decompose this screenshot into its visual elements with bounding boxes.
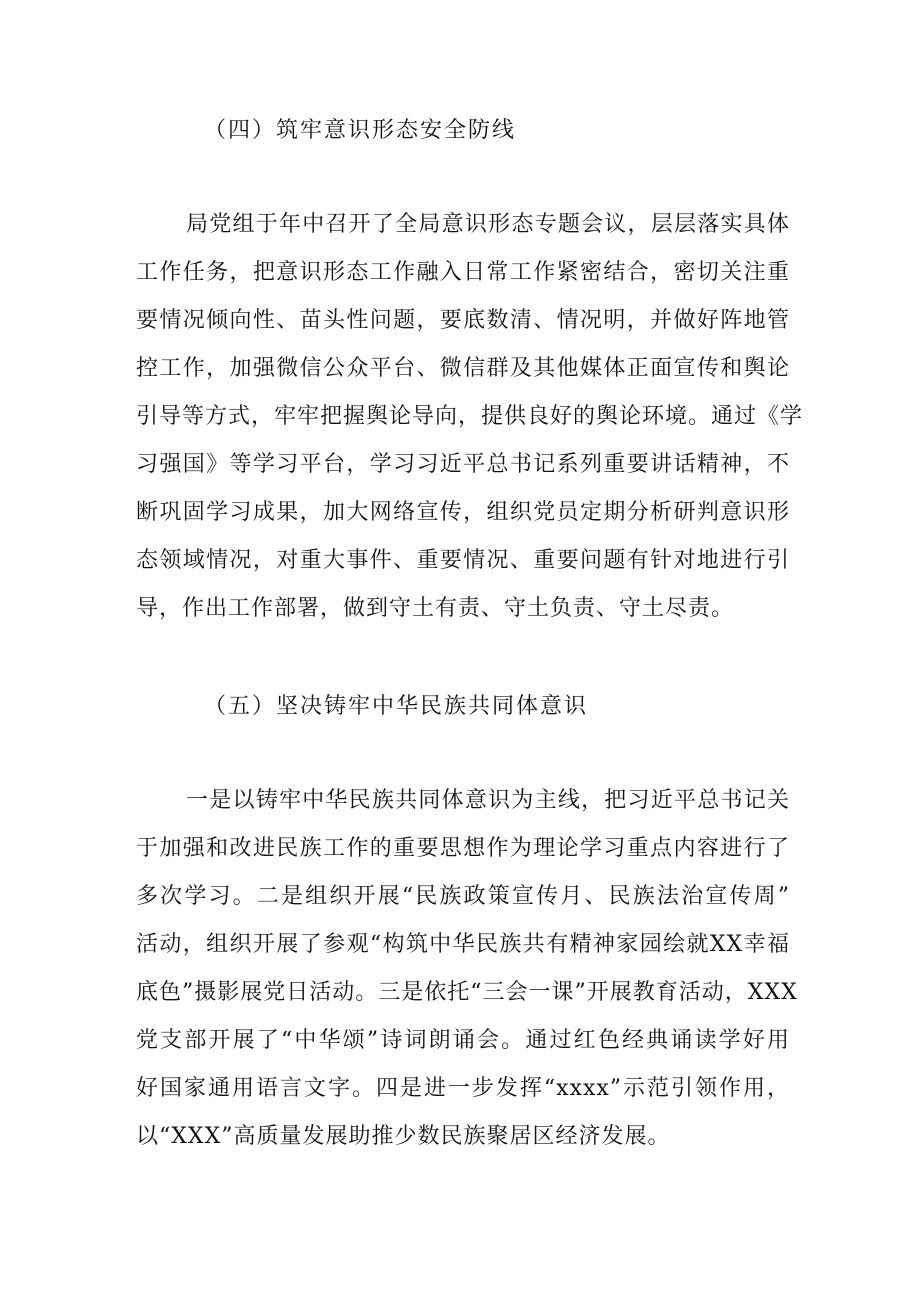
paragraph-line: 局党组于年中召开了全局意识形态专题会议，层层落实具体 <box>186 212 790 237</box>
paragraph-line: 底色”摄影展党日活动。三是依托“三会一课”开展教育活动，XXX <box>136 980 798 1005</box>
paragraph-line: 引导等方式，牢牢把握舆论导向，提供良好的舆论环境。通过《学 <box>136 404 804 429</box>
paragraph-line: 于加强和改进民族工作的重要思想作为理论学习重点内容进行了 <box>136 836 790 861</box>
paragraph-line: 活动，组织开展了参观“构筑中华民族共有精神家园绘就XX幸福 <box>136 932 790 957</box>
paragraph-line: 控工作，加强微信公众平台、微信群及其他媒体正面宣传和舆论 <box>136 356 790 381</box>
paragraph-line: 一是以铸牢中华民族共同体意识为主线，把习近平总书记关 <box>186 788 790 813</box>
paragraph-line: 以“XXX”高质量发展助推少数民族聚居区经济发展。 <box>136 1124 671 1149</box>
paragraph-line: 习强国》等学习平台，学习习近平总书记系列重要讲话精神，不 <box>136 452 790 477</box>
paragraph-line: 导，作出工作部署，做到守土有责、守土负责、守土尽责。 <box>136 596 735 621</box>
paragraph-line: 工作任务，把意识形态工作融入日常工作紧密结合，密切关注重 <box>136 260 790 285</box>
paragraph-line: 要情况倾向性、苗头性问题，要底数清、情况明，并做好阵地管 <box>136 308 790 333</box>
section-heading-4: （四）筑牢意识形态安全防线 <box>204 118 517 143</box>
paragraph-line: 党支部开展了“中华颂”诗词朗诵会。通过红色经典诵读学好用 <box>136 1028 790 1053</box>
section-heading-5: （五）坚决铸牢中华民族共同体意识 <box>204 694 589 719</box>
paragraph-line: 多次学习。二是组织开展“民族政策宣传月、民族法治宣传周” <box>136 884 790 909</box>
paragraph-line: 断巩固学习成果，加大网络宣传，组织党员定期分析研判意识形 <box>136 500 790 525</box>
paragraph-line: 态领域情况，对重大事件、重要情况、重要问题有针对地进行引 <box>136 548 790 573</box>
paragraph-line: 好国家通用语言文字。四是进一步发挥“xxxx”示范引领作用， <box>136 1076 790 1101</box>
